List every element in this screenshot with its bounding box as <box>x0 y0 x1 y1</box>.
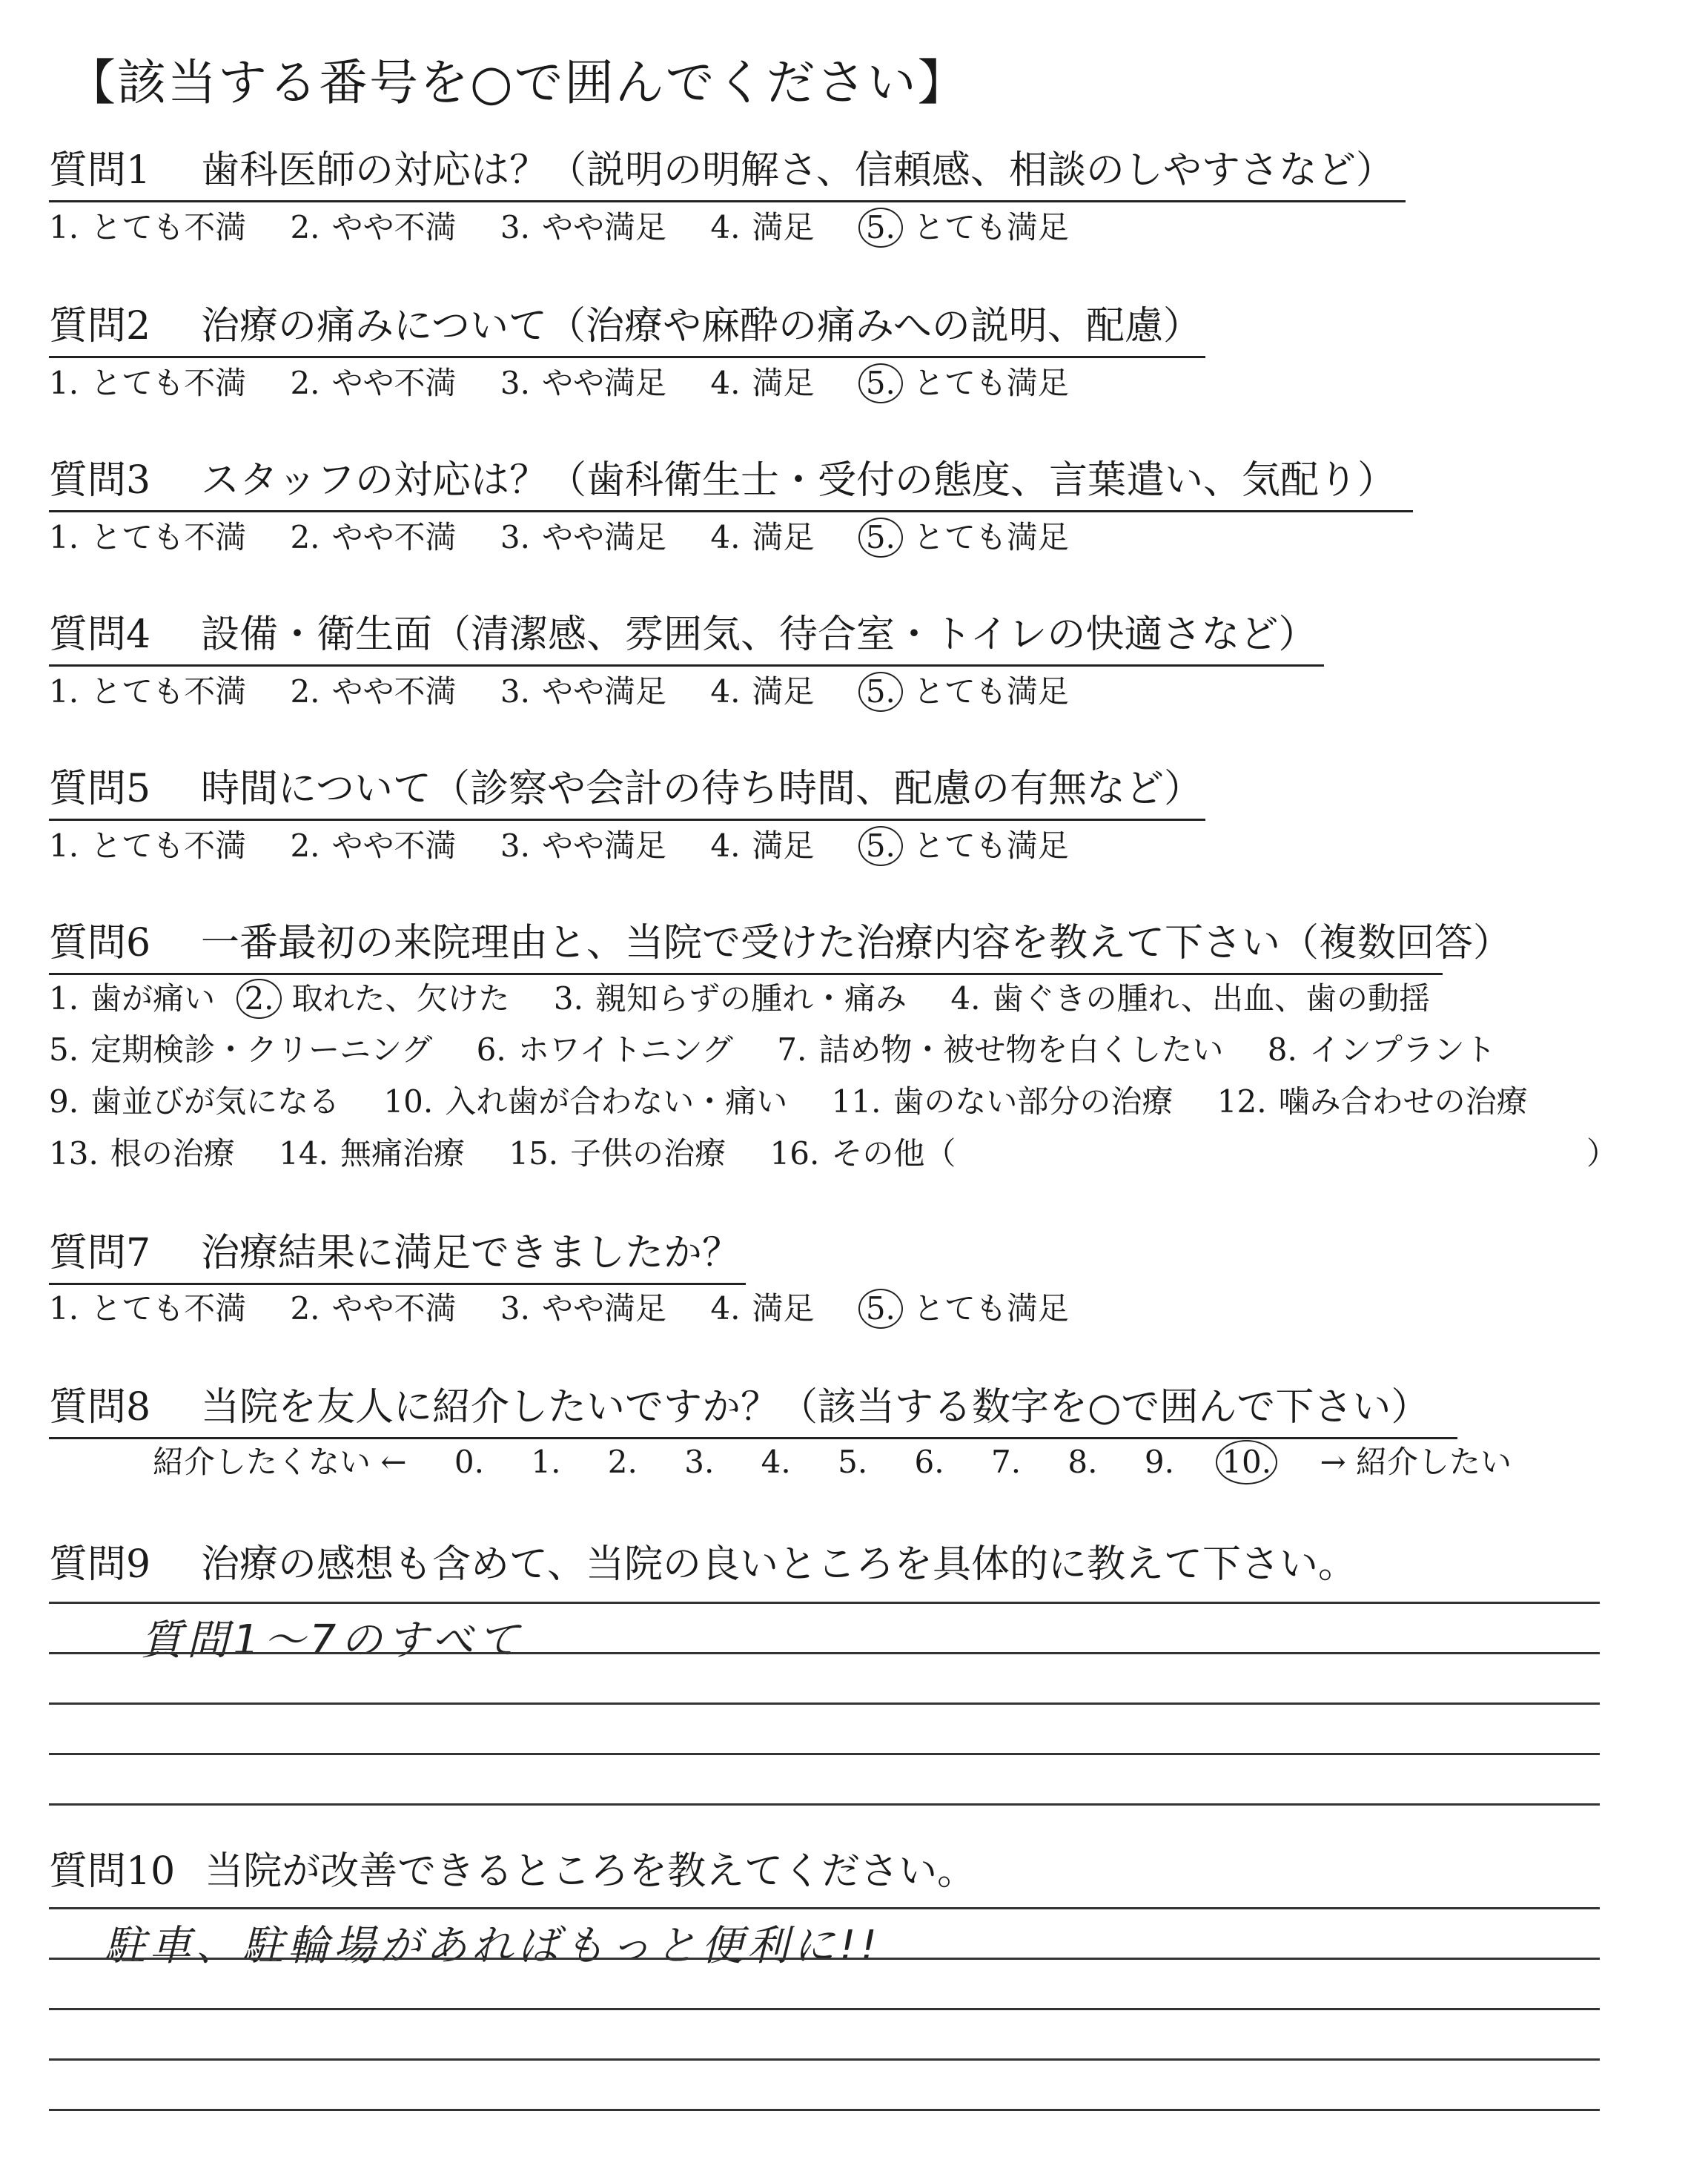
scale-value-2[interactable]: 2. <box>607 1444 638 1480</box>
q6-option-16[interactable]: 16. その他（ <box>769 1135 956 1172</box>
question-7-number: 質問7 <box>49 1231 151 1275</box>
question-6-options-row-2 <box>49 1031 1530 1069</box>
question-6-text: 一番最初の来院理由と、当院で受けた治療内容を教えて下さい（複数回答） <box>201 921 1512 965</box>
scale-value-9[interactable]: 9. <box>1144 1444 1174 1480</box>
question-2-text: 治療の痛みについて（治療や麻酔の痛みへの説明、配慮） <box>201 304 1202 349</box>
scale-value-0[interactable]: 0. <box>454 1444 484 1480</box>
question-6-number: 質問6 <box>49 921 151 965</box>
page-title: 【該当する番号を○で囲んでください】 <box>67 54 968 111</box>
question-9-number: 質問9 <box>49 1542 151 1587</box>
answer-line <box>49 1958 1600 1960</box>
answer-line <box>49 1803 1600 1806</box>
question-1-options <box>49 208 1103 248</box>
answer-line <box>49 2008 1600 2010</box>
question-8-text: 当院を友人に紹介したいですか？（該当する数字を○で囲んで下さい） <box>201 1385 1430 1430</box>
q1-option-4[interactable]: 4. 満足 <box>710 209 815 245</box>
question-10-title <box>49 1849 976 1901</box>
question-1-number: 質問1 <box>49 148 151 193</box>
question-8-scale <box>133 1440 1531 1484</box>
q3-option-1[interactable]: 1. とても不満 <box>49 519 247 555</box>
question-2-options <box>49 363 1103 403</box>
q10-handwritten-answer[interactable]: 駐車、駐輪場があればもっと便利に!! <box>104 1922 881 1970</box>
answer-line <box>49 2058 1600 2061</box>
question-3-options <box>49 518 1103 558</box>
question-3-number: 質問3 <box>49 458 151 503</box>
question-6-options-row-3 <box>49 1083 1562 1121</box>
question-5-title <box>49 767 1205 821</box>
question-10-number: 質問10 <box>49 1849 176 1894</box>
answer-line <box>49 1907 1600 1909</box>
q7-option-2[interactable]: 2. やや不満 <box>290 1290 457 1327</box>
q4-option-1[interactable]: 1. とても不満 <box>49 673 247 710</box>
scale-value-1[interactable]: 1. <box>531 1444 561 1480</box>
answer-line <box>49 1753 1600 1755</box>
q1-option-5-selected[interactable]: 5. とても満足 <box>858 208 1069 248</box>
q4-option-4[interactable]: 4. 満足 <box>710 673 815 710</box>
answer-line <box>49 1602 1600 1604</box>
answer-line <box>49 1702 1600 1705</box>
q7-option-3[interactable]: 3. やや満足 <box>500 1290 666 1327</box>
q3-option-4[interactable]: 4. 満足 <box>710 519 815 555</box>
q3-option-3[interactable]: 3. やや満足 <box>500 519 666 555</box>
q6-option-15[interactable]: 15. 子供の治療 <box>509 1135 726 1172</box>
q5-option-5-selected[interactable]: 5. とても満足 <box>858 826 1069 866</box>
q6-option-7[interactable]: 7. 詰め物・被せ物を白くしたい <box>777 1031 1224 1068</box>
q6-option-5[interactable]: 5. 定期検診・クリーニング <box>49 1031 433 1068</box>
question-8-number: 質問8 <box>49 1385 151 1430</box>
q6-option-1[interactable]: 1. 歯が痛い <box>49 980 216 1017</box>
question-2-title <box>49 304 1205 358</box>
scale-value-7[interactable]: 7. <box>990 1444 1022 1480</box>
answer-line <box>49 2109 1600 2111</box>
q2-option-4[interactable]: 4. 満足 <box>710 365 815 401</box>
question-9-text: 治療の感想も含めて、当院の良いところを具体的に教えて下さい。 <box>201 1542 1357 1587</box>
q4-option-3[interactable]: 3. やや満足 <box>500 673 666 710</box>
question-7-options <box>49 1289 1103 1329</box>
q7-option-1[interactable]: 1. とても不満 <box>49 1290 247 1327</box>
question-5-options <box>49 826 1103 866</box>
scale-value-10-selected[interactable]: 10. <box>1216 1440 1277 1484</box>
q1-option-2[interactable]: 2. やや不満 <box>290 209 457 245</box>
scale-value-4[interactable]: 4. <box>761 1444 791 1480</box>
q6-option-6[interactable]: 6. ホワイトニング <box>476 1031 733 1068</box>
question-4-title <box>49 612 1324 667</box>
scale-value-3[interactable]: 3. <box>684 1444 715 1480</box>
question-5-number: 質問5 <box>49 767 151 811</box>
q2-option-1[interactable]: 1. とても不満 <box>49 365 247 401</box>
scale-left-label: 紹介したくない ← <box>153 1444 407 1480</box>
question-8-title <box>49 1385 1457 1439</box>
q6-option-11[interactable]: 11. 歯のない部分の治療 <box>831 1083 1174 1120</box>
scale-value-6[interactable]: 6. <box>914 1444 944 1480</box>
question-4-number: 質問4 <box>49 612 151 657</box>
q6-option-12[interactable]: 12. 噛み合わせの治療 <box>1217 1083 1528 1120</box>
scale-right-label: → 紹介したい <box>1320 1444 1512 1480</box>
q5-option-2[interactable]: 2. やや不満 <box>290 828 457 864</box>
question-5-text: 時間について（診察や会計の待ち時間、配慮の有無など） <box>201 767 1202 811</box>
q2-option-2[interactable]: 2. やや不満 <box>290 365 457 401</box>
question-1-title <box>49 148 1406 202</box>
question-4-options <box>49 672 1103 712</box>
q2-option-3[interactable]: 3. やや満足 <box>500 365 666 401</box>
question-3-text: スタッフの対応は？（歯科衛生士・受付の態度、言葉遣い、気配り） <box>201 458 1397 503</box>
question-9-title <box>49 1542 1357 1594</box>
q6-option-9[interactable]: 9. 歯並びが気になる <box>49 1083 340 1120</box>
q3-option-2[interactable]: 2. やや不満 <box>290 519 457 555</box>
q5-option-1[interactable]: 1. とても不満 <box>49 828 247 864</box>
q4-option-5-selected[interactable]: 5. とても満足 <box>858 672 1069 712</box>
question-2-number: 質問2 <box>49 304 151 349</box>
q6-option-14[interactable]: 14. 無痛治療 <box>279 1135 465 1172</box>
q4-option-2[interactable]: 2. やや不満 <box>290 673 457 710</box>
question-3-title <box>49 458 1413 512</box>
q5-option-3[interactable]: 3. やや満足 <box>500 828 666 864</box>
q6-option-8[interactable]: 8. インプラント <box>1267 1031 1496 1068</box>
question-10-text: 当院が改善できるところを教えてください。 <box>205 1849 976 1894</box>
q2-option-5-selected[interactable]: 5. とても満足 <box>858 363 1069 403</box>
q1-option-3[interactable]: 3. やや満足 <box>500 209 666 245</box>
question-4-text: 設備・衛生面（清潔感、雰囲気、待合室・トイレの快適さなど） <box>201 612 1317 657</box>
q6-option-4[interactable]: 4. 歯ぐきの腫れ、出血、歯の動揺 <box>950 980 1430 1017</box>
scale-value-8[interactable]: 8. <box>1068 1444 1098 1480</box>
q6-other-close-paren: ） <box>1586 1135 1618 1172</box>
question-7-text: 治療結果に満足できましたか？ <box>201 1231 741 1275</box>
answer-line <box>49 1652 1600 1654</box>
q3-option-5-selected[interactable]: 5. とても満足 <box>858 518 1069 558</box>
q6-option-2-selected[interactable]: 2. 取れた、欠けた <box>236 979 509 1019</box>
q5-option-4[interactable]: 4. 満足 <box>710 828 815 864</box>
q7-option-5-selected[interactable]: 5. とても満足 <box>858 1289 1069 1329</box>
scale-value-5[interactable]: 5. <box>838 1444 868 1480</box>
question-6-options-row-1 <box>49 979 1464 1019</box>
question-7-title <box>49 1231 746 1285</box>
question-6-options-row-4 <box>49 1135 1606 1173</box>
q6-option-3[interactable]: 3. 親知らずの腫れ・痛み <box>553 980 907 1017</box>
question-6-title <box>49 921 1512 975</box>
q1-option-1[interactable]: 1. とても不満 <box>49 209 247 245</box>
q6-option-10[interactable]: 10. 入れ歯が合わない・痛い <box>383 1083 788 1120</box>
question-1-text: 歯科医師の対応は？（説明の明解さ、信頼感、相談のしやすさなど） <box>201 148 1394 193</box>
q6-option-13[interactable]: 13. 根の治療 <box>49 1135 235 1172</box>
q7-option-4[interactable]: 4. 満足 <box>710 1290 815 1327</box>
q9-handwritten-answer[interactable]: 質問1〜7のすべて <box>141 1616 524 1665</box>
